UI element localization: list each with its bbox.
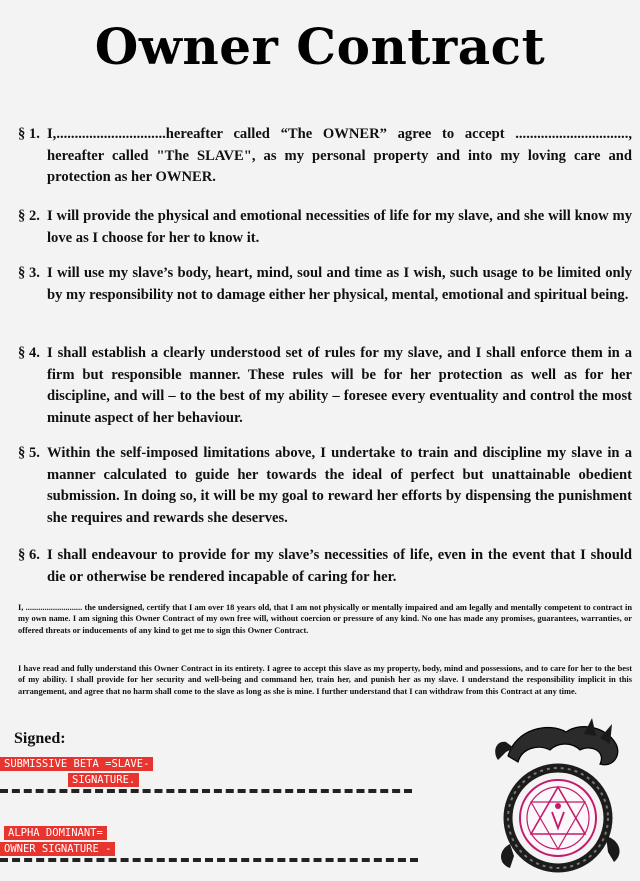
slave-signature-label: SUBMISSIVE BETA =SLAVE- — [0, 757, 153, 771]
section-3 — [18, 263, 632, 306]
section-number: § 5. — [18, 445, 40, 461]
owner-signature-label: ALPHA DOMINANT= — [4, 826, 107, 840]
certification-paragraph: I, ........................... the undersigned, certify that I am over 18 years old, that I am not physically or mentally impaired and am legally and mentally competent to contract in my own name. I am signing this Owner Contract of my own free will, without coercion or pressure of any kind. No one has made any promises, guarantees, warranties, or offered threats or inducements of any kind to get me to sign this Owner Contract. — [18, 603, 632, 635]
section-text: I,..............................hereafter called “The OWNER” agree to accept ..............................., hereafter called "The SLAVE", as my personal property and into my loving care and protection as her OWNER. — [47, 126, 632, 185]
section-text: I will provide the physical and emotional necessities of life for my slave, and she will know my love as I choose for her to know it. — [47, 208, 632, 246]
section-text: I shall endeavour to provide for my slave’s necessities of life, even in the event that I should die or otherwise be rendered incapable of caring for her. — [47, 547, 632, 585]
section-text: I will use my slave’s body, heart, mind, soul and time as I wish, such usage to be limited only by my responsibility not to damage either her physical, mental, emotional and spiritual being. — [47, 265, 632, 303]
owner-signature-line[interactable] — [0, 858, 418, 862]
section-2 — [18, 206, 632, 249]
section-6 — [18, 545, 632, 588]
slave-signature-line[interactable] — [0, 789, 412, 793]
section-text: Within the self-imposed limitations above, I undertake to train and discipline my slave in a manner calculated to guide her towards the ideal of perfect but unattainable obedient submission. In doing so, it will be my goal to reward her efforts by dispensing the punishment she requires and rewards she deserves. — [47, 445, 632, 526]
owner-signature-label-2: OWNER SIGNATURE - — [0, 842, 115, 856]
section-text: I shall establish a clearly understood set of rules for my slave, and I shall enforce them in a firm but responsible manner. These rules will be for her protection as well as for her discipline, and will – to the best of my ability – foresee every eventuality and control the most minute aspect of her behaviour. — [47, 345, 632, 426]
slave-signature-label-2: SIGNATURE. — [68, 773, 139, 787]
section-number: § 1. — [18, 126, 40, 142]
section-5 — [18, 443, 632, 529]
document-title: Owner Contract — [94, 17, 546, 76]
section-1 — [18, 124, 632, 189]
signed-label: Signed: — [14, 730, 66, 747]
section-number: § 3. — [18, 265, 40, 281]
section-number: § 6. — [18, 547, 40, 563]
acknowledgement-paragraph: I have read and fully understand this Owner Contract in its entirety. I agree to accept this slave as my property, body, mind and possessions, and to care for her to the best of my ability. I shall provide for her security and well-being and command her, train her, and punish her as my slave. I understand the responsibility implicit in this arrangement, and agree that no harm shall come to the slave as long as she is mine. I further understand that I can withdraw from this Contract at any time. — [18, 664, 632, 696]
section-4 — [18, 343, 632, 429]
dragon-seal-icon — [488, 716, 628, 876]
section-number: § 2. — [18, 208, 40, 224]
section-number: § 4. — [18, 345, 40, 361]
